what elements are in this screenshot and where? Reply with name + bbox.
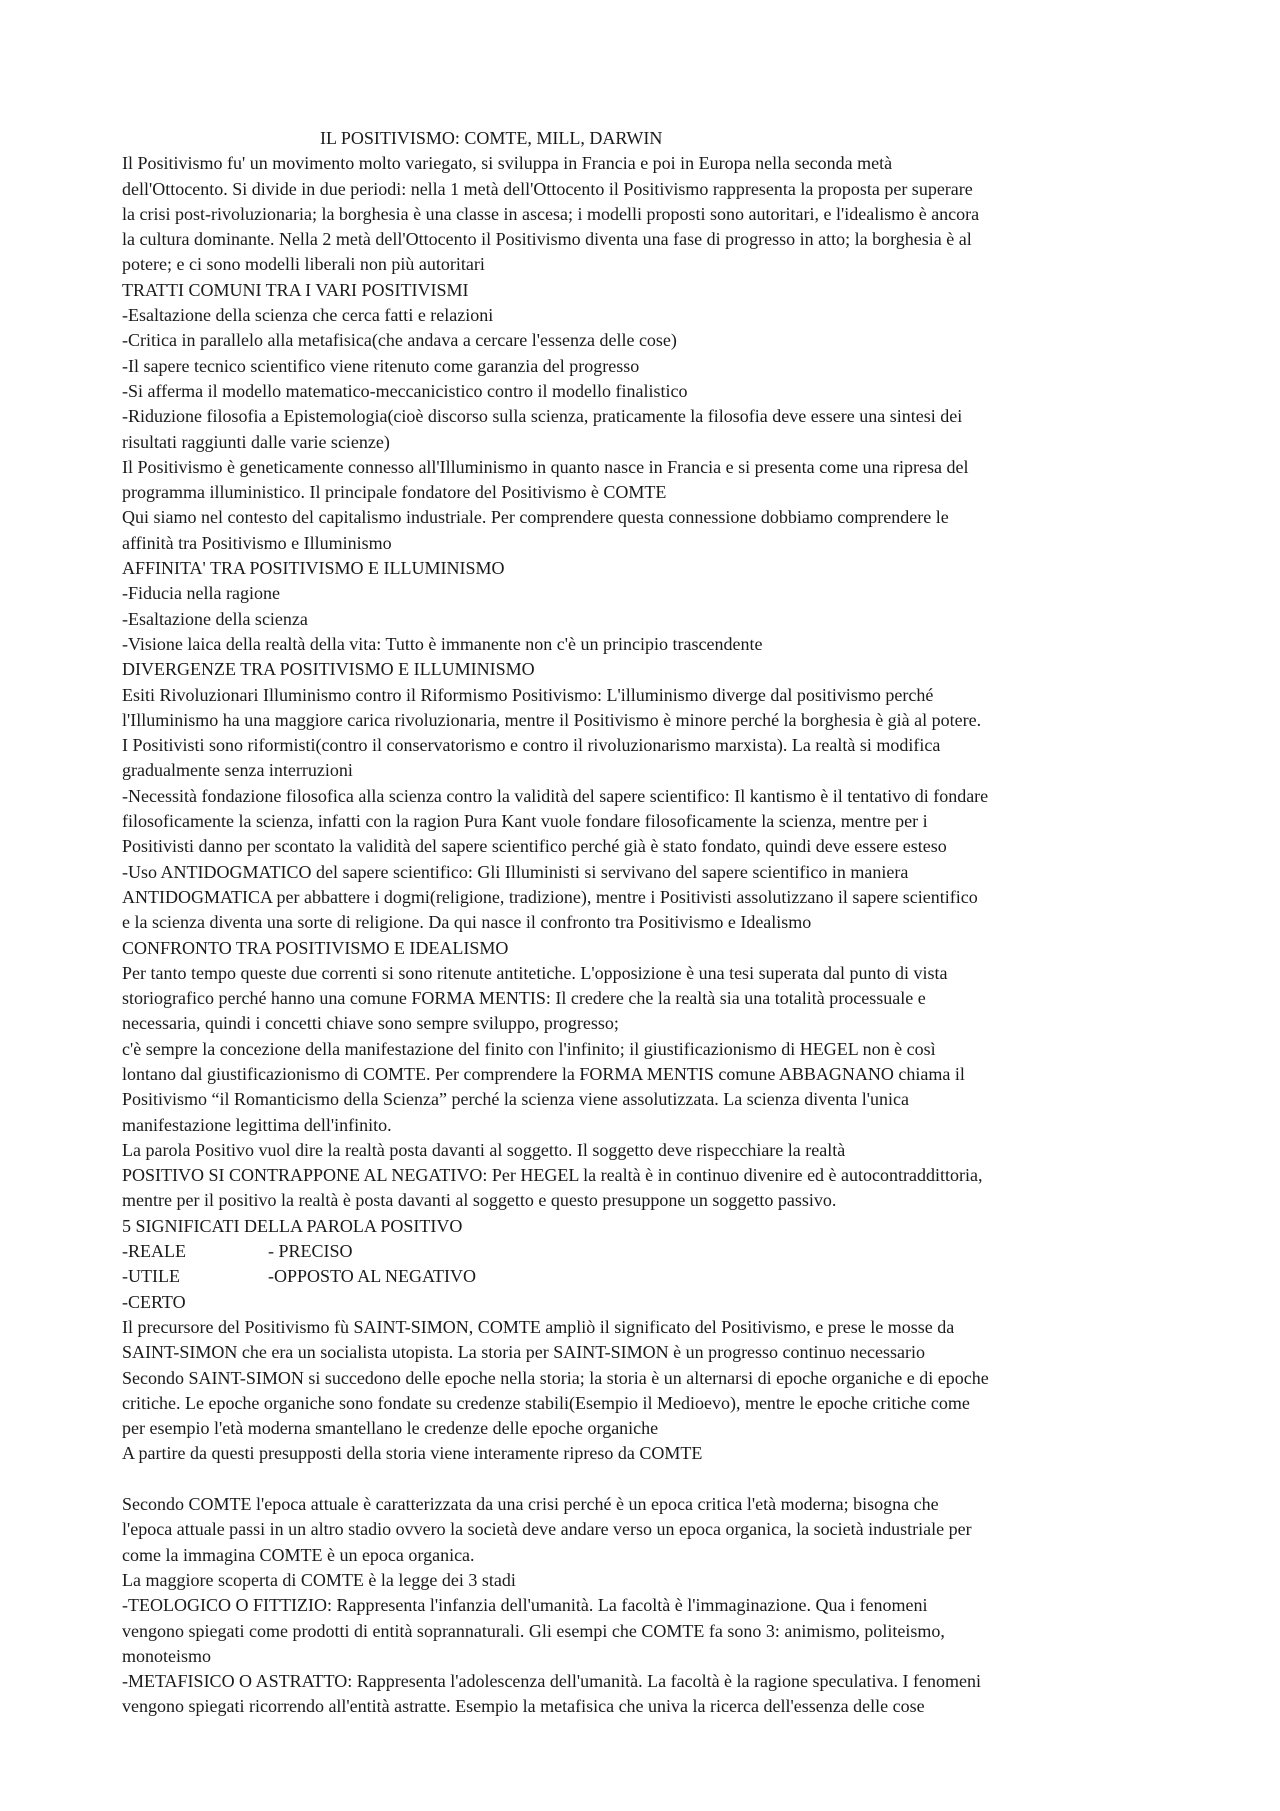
text-line: -Critica in parallelo alla metafisica(che andava a cercare l'essenza delle cose) [122, 330, 677, 351]
text-line: mentre per il positivo la realtà è posta davanti al soggetto e questo presuppone un soggetto passivo. [122, 1190, 837, 1211]
text-line: programma illuministico. Il principale fondatore del Positivismo è COMTE [122, 482, 667, 503]
text-line: POSITIVO SI CONTRAPPONE AL NEGATIVO: Per HEGEL la realtà è in continuo divenire ed è autocontraddittoria, [122, 1165, 983, 1186]
text-line: -Visione laica della realtà della vita: Tutto è immanente non c'è un principio trascendente [122, 633, 763, 654]
blank-line [122, 1467, 1172, 1492]
meaning-item: -OPPOSTO AL NEGATIVO [268, 1266, 477, 1287]
text-line: come la immagina COMTE è un epoca organica. [122, 1544, 475, 1565]
text-line: Per tanto tempo queste due correnti si sono ritenute antitetiche. L'opposizione è una tesi superata dal punto di vista [122, 962, 948, 983]
text-line: -Riduzione filosofia a Epistemologia(cioè discorso sulla scienza, praticamente la filosofia deve essere una sintesi dei [122, 406, 963, 427]
text-line: lontano dal giustificazionismo di COMTE. Per comprendere la FORMA MENTIS comune ABBAGNANO chiama il [122, 1063, 965, 1084]
meaning-item: -CERTO [122, 1291, 186, 1312]
text-line: potere; e ci sono modelli liberali non più autoritari [122, 254, 485, 275]
text-line: gradualmente senza interruzioni [122, 760, 353, 781]
text-line: necessaria, quindi i concetti chiave sono sempre sviluppo, progresso; [122, 1013, 619, 1034]
text-line: Secondo COMTE l'epoca attuale è caratterizzata da una crisi perché è un epoca critica l'età moderna; bisogna che [122, 1494, 939, 1515]
text-line: A partire da questi presupposti della storia viene interamente ripreso da COMTE [122, 1443, 703, 1464]
document-body [122, 126, 1172, 1720]
text-line: Positivismo “il Romanticismo della Scienza” perché la scienza viene assolutizzata. La scienza diventa l'unica [122, 1089, 909, 1110]
text-line: -Necessità fondazione filosofica alla scienza contro la validità del sapere scientifico: Il kantismo è il tentativo di fondare [122, 785, 989, 806]
text-line: Il precursore del Positivismo fù SAINT-SIMON, COMTE ampliò il significato del Positivismo, e prese le mosse da [122, 1316, 955, 1337]
text-line: CONFRONTO TRA POSITIVISMO E IDEALISMO [122, 937, 509, 958]
text-line: Qui siamo nel contesto del capitalismo industriale. Per comprendere questa connessione dobbiamo comprendere le [122, 507, 949, 528]
meaning-item: -REALE [122, 1241, 186, 1262]
meaning-item: -UTILE [122, 1266, 180, 1287]
text-line: risultati raggiunti dalle varie scienze) [122, 431, 390, 452]
text-line: Il Positivismo fu' un movimento molto variegato, si sviluppa in Francia e poi in Europa nella seconda metà [122, 153, 893, 174]
meaning-row [122, 1264, 1172, 1289]
text-line: l'epoca attuale passi in un altro stadio ovvero la società deve andare verso un epoca organica, la società industriale per [122, 1519, 972, 1540]
meaning-item: - PRECISO [268, 1241, 353, 1262]
text-line: manifestazione legittima dell'infinito. [122, 1114, 392, 1135]
text-line: filosoficamente la scienza, infatti con la ragion Pura Kant vuole fondare filosoficamente la scienza, mentre per i [122, 811, 928, 832]
text-line: monoteismo [122, 1645, 211, 1666]
text-line: e la scienza diventa una sorte di religione. Da qui nasce il confronto tra Positivismo e Idealismo [122, 912, 812, 933]
text-line: Positivisti danno per scontato la validità del sapere scientifico perché già è stato fondato, quindi deve essere esteso [122, 836, 947, 857]
text-line: 5 SIGNIFICATI DELLA PAROLA POSITIVO [122, 1215, 463, 1236]
text-line: Secondo SAINT-SIMON si succedono delle epoche nella storia; la storia è un alternarsi di epoche organiche e di epoche [122, 1367, 989, 1388]
text-line: la cultura dominante. Nella 2 metà dell'Ottocento il Positivismo diventa una fase di progresso in atto; la borghesia è al [122, 229, 972, 250]
meaning-row [122, 1239, 1172, 1264]
text-line: -Il sapere tecnico scientifico viene ritenuto come garanzia del progresso [122, 355, 640, 376]
text-line: La maggiore scoperta di COMTE è la legge dei 3 stadi [122, 1569, 516, 1590]
text-line: I Positivisti sono riformisti(contro il conservatorismo e contro il rivoluzionarismo marxista). La realtà si modifica [122, 735, 941, 756]
text-line: AFFINITA' TRA POSITIVISMO E ILLUMINISMO [122, 558, 505, 579]
text-line: vengono spiegati come prodotti di entità soprannaturali. Gli esempi che COMTE fa sono 3: animismo, politeismo, [122, 1620, 945, 1641]
text-line: -Fiducia nella ragione [122, 583, 280, 604]
text-line: critiche. Le epoche organiche sono fondate su credenze stabili(Esempio il Medioevo), mentre le epoche critiche come [122, 1392, 970, 1413]
text-line: Esiti Rivoluzionari Illuminismo contro il Riformismo Positivismo: L'illuminismo diverge dal positivismo perché [122, 684, 934, 705]
text-line: ANTIDOGMATICA per abbattere i dogmi(religione, tradizione), mentre i Positivisti assolutizzano il sapere scientifico [122, 886, 978, 907]
text-line: -Si afferma il modello matematico-meccanicistico contro il modello finalistico [122, 380, 688, 401]
meanings-list [122, 1239, 1172, 1315]
text-line: -Esaltazione della scienza [122, 608, 308, 629]
text-line: SAINT-SIMON che era un socialista utopista. La storia per SAINT-SIMON è un progresso continuo necessario [122, 1342, 926, 1363]
text-line: per esempio l'età moderna smantellano le credenze delle epoche organiche [122, 1418, 659, 1439]
text-line: La parola Positivo vuol dire la realtà posta davanti al soggetto. Il soggetto deve rispecchiare la realtà [122, 1139, 846, 1160]
text-line: la crisi post-rivoluzionaria; la borghesia è una classe in ascesa; i modelli proposti sono autoritari, e l'idealismo è ancora [122, 203, 980, 224]
text-line: vengono spiegati ricorrendo all'entità astratte. Esempio la metafisica che univa la ricerca dell'essenza delle cose [122, 1696, 925, 1717]
text-line: DIVERGENZE TRA POSITIVISMO E ILLUMINISMO [122, 659, 535, 680]
text-line: dell'Ottocento. Si divide in due periodi: nella 1 metà dell'Ottocento il Positivismo rappresenta la proposta per superare [122, 178, 973, 199]
text-line: -Uso ANTIDOGMATICO del sapere scientifico: Gli Illuministi si servivano del sapere scientifico in maniera [122, 861, 909, 882]
text-line: affinità tra Positivismo e Illuminismo [122, 532, 392, 553]
text-line: -Esaltazione della scienza che cerca fatti e relazioni [122, 305, 494, 326]
text-line: TRATTI COMUNI TRA I VARI POSITIVISMI [122, 279, 469, 300]
text-line: storiografico perché hanno una comune FORMA MENTIS: Il credere che la realtà sia una totalità processuale e [122, 988, 926, 1009]
text-line: Il Positivismo è geneticamente connesso all'Illuminismo in quanto nasce in Francia e si presenta come una ripresa del [122, 456, 969, 477]
document-title: IL POSITIVISMO: COMTE, MILL, DARWIN [320, 128, 663, 148]
meaning-row [122, 1290, 1172, 1315]
text-line: c'è sempre la concezione della manifestazione del finito con l'infinito; il giustificazionismo di HEGEL non è così [122, 1038, 936, 1059]
text-block-comte [122, 1492, 1172, 1720]
text-block-saint-simon [122, 1315, 1172, 1467]
text-line: -METAFISICO O ASTRATTO: Rappresenta l'adolescenza dell'umanità. La facoltà è la ragione speculativa. I fenomeni [122, 1671, 981, 1692]
text-block-intro [122, 151, 1172, 1239]
text-line: -TEOLOGICO O FITTIZIO: Rappresenta l'infanzia dell'umanità. La facoltà è l'immaginazione. Qua i fenomeni [122, 1595, 928, 1616]
text-line: l'Illuminismo ha una maggiore carica rivoluzionaria, mentre il Positivismo è minore perché la borghesia è già al potere. [122, 709, 982, 730]
